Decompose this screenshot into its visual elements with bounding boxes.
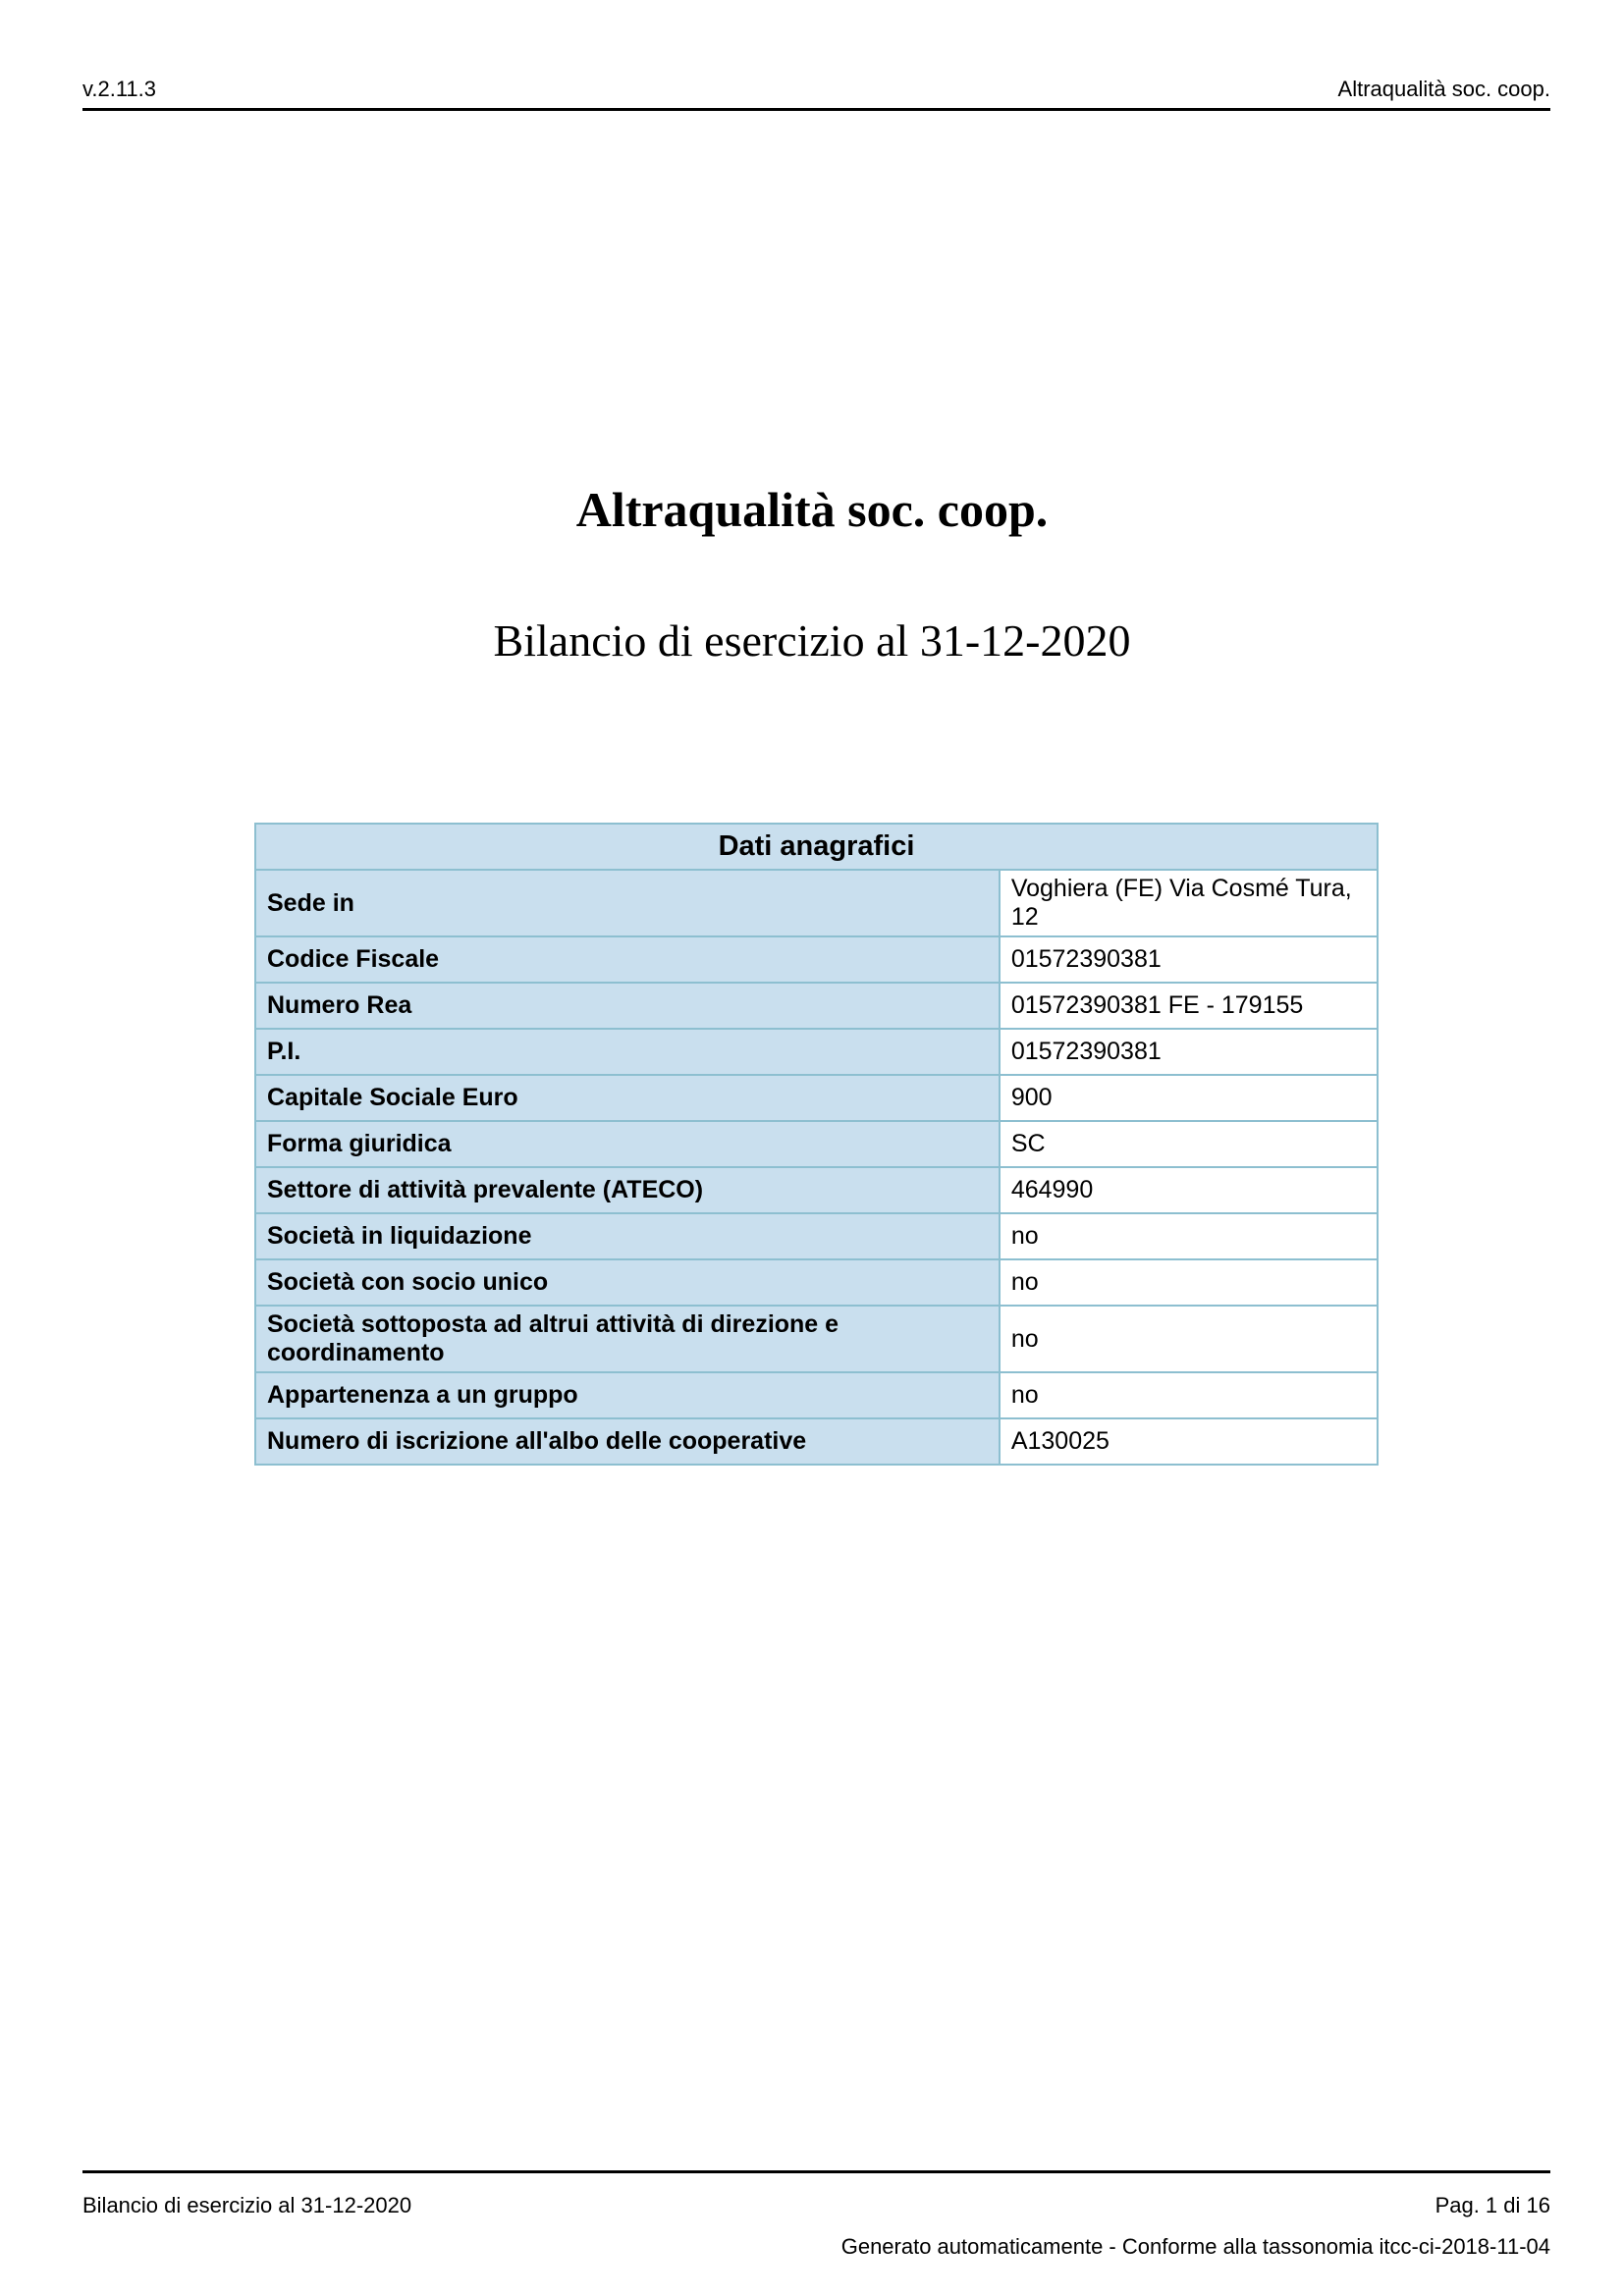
header-company-name: Altraqualità soc. coop.: [1337, 77, 1550, 101]
row-label: Numero di iscrizione all'albo delle cooperative: [255, 1418, 1000, 1465]
table-row: [255, 1121, 1378, 1167]
table-row: [255, 1075, 1378, 1121]
row-label: Società in liquidazione: [255, 1213, 1000, 1259]
footer-document-title: Bilancio di esercizio al 31-12-2020: [82, 2193, 412, 2217]
row-value: 01572390381 FE - 179155: [1000, 983, 1378, 1029]
table-row: [255, 936, 1378, 983]
row-value: no: [1000, 1372, 1378, 1418]
table-heading: Dati anagrafici: [255, 824, 1378, 870]
row-value: SC: [1000, 1121, 1378, 1167]
row-value: no: [1000, 1259, 1378, 1306]
table-row: [255, 1418, 1378, 1465]
table-row: [255, 1372, 1378, 1418]
table-row: [255, 870, 1378, 936]
table-row: [255, 1167, 1378, 1213]
row-label: Codice Fiscale: [255, 936, 1000, 983]
document-title: Altraqualità soc. coop.: [575, 482, 1049, 537]
page-footer: [82, 2170, 1550, 2259]
row-value: no: [1000, 1213, 1378, 1259]
table-row: [255, 1259, 1378, 1306]
row-label: Appartenenza a un gruppo: [255, 1372, 1000, 1418]
table-row: [255, 1306, 1378, 1372]
table-row: [255, 983, 1378, 1029]
row-value: A130025: [1000, 1418, 1378, 1465]
row-value: 01572390381: [1000, 1029, 1378, 1075]
page-number: Pag. 1 di 16: [1435, 2193, 1550, 2217]
row-value: Voghiera (FE) Via Cosmé Tura, 12: [1000, 870, 1378, 936]
row-label: Sede in: [255, 870, 1000, 936]
version-label: v.2.11.3: [82, 77, 157, 101]
row-label: Settore di attività prevalente (ATECO): [255, 1167, 1000, 1213]
row-value: no: [1000, 1306, 1378, 1372]
table-header-row: [255, 824, 1378, 870]
footer-generation-note: Generato automaticamente - Conforme alla tassonomia itcc-ci-2018-11-04: [840, 2234, 1550, 2259]
row-label: Società sottoposta ad altrui attività di direzione e coordinamento: [255, 1306, 1000, 1372]
row-value: 464990: [1000, 1167, 1378, 1213]
row-label: Forma giuridica: [255, 1121, 1000, 1167]
row-label: Società con socio unico: [255, 1259, 1000, 1306]
table-row: [255, 1029, 1378, 1075]
row-label: Numero Rea: [255, 983, 1000, 1029]
dati-anagrafici-table: [254, 823, 1379, 1466]
row-label: P.I.: [255, 1029, 1000, 1075]
row-label: Capitale Sociale Euro: [255, 1075, 1000, 1121]
document-subtitle: Bilancio di esercizio al 31-12-2020: [493, 615, 1131, 666]
page-header: [82, 73, 1550, 111]
row-value: 01572390381: [1000, 936, 1378, 983]
table-row: [255, 1213, 1378, 1259]
row-value: 900: [1000, 1075, 1378, 1121]
